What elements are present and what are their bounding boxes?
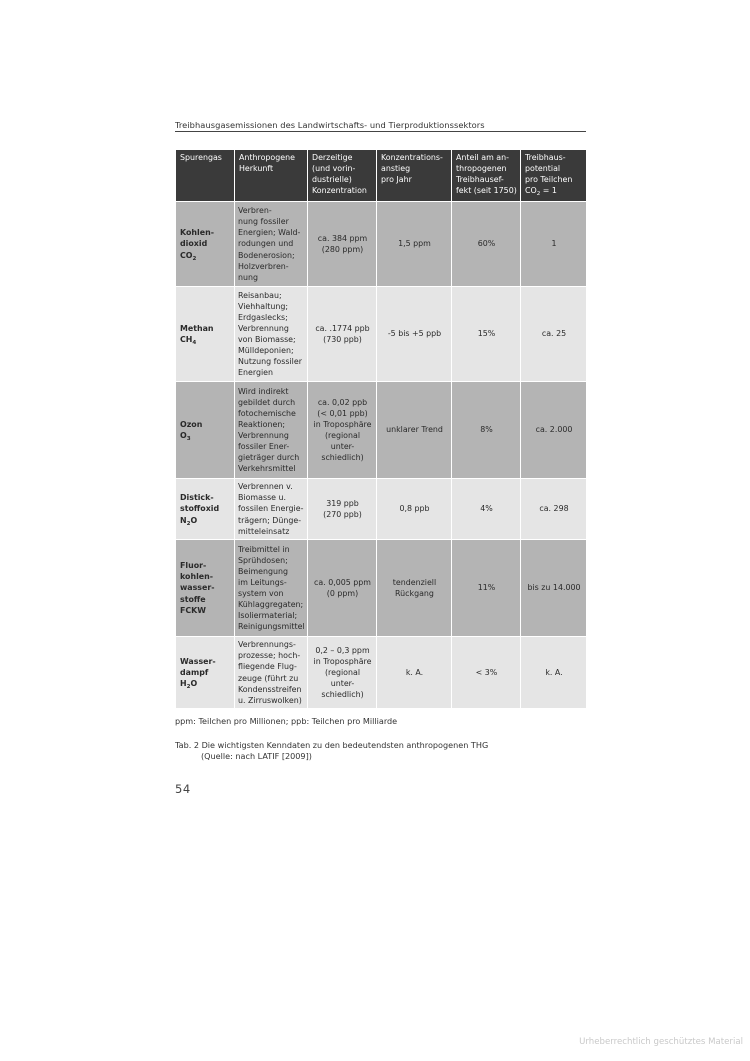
text-line: 0,8 ppb xyxy=(399,504,430,514)
text-line: Erdgaslecks; xyxy=(238,312,288,322)
cell-origin xyxy=(235,202,308,287)
text-line: Energien; Wald- xyxy=(238,228,301,238)
header-konzentration xyxy=(308,150,377,202)
text-line: gieträger durch xyxy=(238,453,300,463)
text-line: fossilen Energie- xyxy=(238,504,304,514)
text-line: 319 ppb xyxy=(326,498,359,508)
text-line: im Leitungs- xyxy=(238,577,287,587)
text-line: thropogenen xyxy=(456,164,507,174)
text-line: (270 ppb) xyxy=(323,510,362,519)
text-line: (regional unter- xyxy=(324,431,361,452)
text-line: Wasser- xyxy=(180,656,216,666)
text-line: nung xyxy=(238,272,259,282)
cell-concentration xyxy=(308,540,377,637)
text-line: 4% xyxy=(480,504,493,514)
text-line: Bodenerosion; xyxy=(238,250,295,260)
text-line: 1,5 ppm xyxy=(398,239,431,249)
text-line: Anteil am an- xyxy=(456,153,509,162)
ghg-table xyxy=(175,149,587,709)
text-line: Herkunft xyxy=(239,164,274,174)
text-line: mitteleinsatz xyxy=(238,526,290,536)
text-line: Verbrennung xyxy=(238,323,289,333)
text-line: Treibhausef- xyxy=(456,175,504,185)
text-line: schiedlich) xyxy=(321,453,364,463)
cell-concentration xyxy=(308,382,377,479)
text-line: Beimengung xyxy=(238,566,289,576)
text-line: von Biomasse; xyxy=(238,335,296,344)
table-row xyxy=(176,287,587,382)
text-line: schiedlich) xyxy=(321,690,364,700)
cell-share xyxy=(452,479,521,540)
cell-origin xyxy=(235,287,308,382)
text-line: dustrielle) xyxy=(312,175,352,185)
text-line: in Troposphäre xyxy=(313,656,372,666)
text-line: fossiler Ener- xyxy=(238,442,290,452)
header-spurengas xyxy=(176,150,235,202)
text-line: Derzeitige xyxy=(312,153,353,162)
text-line: Biomasse u. xyxy=(238,493,287,503)
cell-increase xyxy=(377,382,452,479)
text-line: Reinigungsmittel xyxy=(238,622,305,632)
text-line: FCKW xyxy=(180,605,206,615)
cell-gas xyxy=(176,202,235,287)
text-line: Spurengas xyxy=(180,153,222,162)
header-rule xyxy=(175,131,586,132)
text-line: Nutzung fossiler xyxy=(238,357,302,367)
text-line: k. A. xyxy=(405,667,424,677)
text-line: ca. .1774 ppb xyxy=(315,323,370,333)
text-line: Kondensstreifen xyxy=(238,684,302,694)
table-caption xyxy=(175,740,488,762)
text-line: (280 ppm) xyxy=(321,245,364,254)
text-line: pro Jahr xyxy=(381,175,412,185)
text-line: potential xyxy=(525,164,561,174)
text-line: Anthropogene xyxy=(239,153,295,162)
page-number: 54 xyxy=(175,782,191,796)
cell-potential xyxy=(521,479,587,540)
text-line: Kühlaggregaten; xyxy=(238,600,304,610)
text-line: Methan xyxy=(180,323,214,333)
text-line: Sprühdosen; xyxy=(238,555,288,565)
cell-potential xyxy=(521,287,587,382)
cell-increase xyxy=(377,202,452,287)
text-line: wasser- xyxy=(180,583,215,593)
cell-share xyxy=(452,637,521,709)
cell-increase xyxy=(377,287,452,382)
text-line: ca. 298 xyxy=(539,504,569,514)
text-line: < 3% xyxy=(475,667,498,677)
text-line: Rückgang xyxy=(395,589,434,598)
gas-formula: $N_2O$ xyxy=(180,515,198,527)
text-line: Ozon xyxy=(180,419,203,429)
text-line: dioxid xyxy=(180,239,208,249)
text-line: Verbren- xyxy=(238,206,272,216)
text-line: prozesse; hoch- xyxy=(238,651,301,661)
text-line: ca. 384 ppm xyxy=(317,233,368,243)
cell-potential xyxy=(521,202,587,287)
cell-potential xyxy=(521,382,587,479)
cell-increase xyxy=(377,540,452,637)
table-header-row xyxy=(176,150,587,202)
text-line: trägern; Dünge- xyxy=(238,515,302,525)
text-line: Reisanbau; xyxy=(238,290,282,300)
text-line: ca. 25 xyxy=(541,329,567,339)
text-line: 15% xyxy=(477,329,496,339)
text-line: Holzverbren- xyxy=(238,261,289,271)
gas-formula: $CH_4$ xyxy=(180,335,197,346)
cell-gas xyxy=(176,479,235,540)
text-line: tendenziell xyxy=(392,577,437,587)
text-line: Fluor- xyxy=(180,561,207,571)
cell-share xyxy=(452,382,521,479)
cell-gas xyxy=(176,540,235,637)
caption-title: Tab. 2 Die wichtigsten Kenndaten zu den bedeutendsten anthropogenen THG xyxy=(175,740,489,750)
copyright-watermark: Urheberrechtlich geschütztes Material xyxy=(579,1037,743,1047)
text-line: zeuge (führt zu xyxy=(238,673,299,683)
text-line: 8% xyxy=(480,425,493,435)
text-line: nung fossiler xyxy=(238,217,289,227)
table-row xyxy=(176,637,587,709)
cell-origin xyxy=(235,540,308,637)
text-line: (0 ppm) xyxy=(326,589,359,598)
text-line: Mülldeponien; xyxy=(238,346,294,356)
text-line: anstieg xyxy=(381,164,411,174)
text-line: (und vorin- xyxy=(312,164,356,174)
gas-formula: $H_2O$ xyxy=(180,679,198,691)
text-line: bis zu 14.000 xyxy=(527,583,581,593)
text-line: 1 xyxy=(551,239,557,249)
text-line: Treibmittel in xyxy=(238,544,290,554)
cell-gas xyxy=(176,382,235,479)
text-line: dampf xyxy=(180,667,209,677)
text-line: k. A. xyxy=(545,667,563,677)
cell-concentration xyxy=(308,287,377,382)
text-line: unklarer Trend xyxy=(386,425,443,435)
text-line: ca. 0,005 ppm xyxy=(314,577,371,587)
text-line: u. Zirruswolken) xyxy=(238,695,302,705)
header-anteil xyxy=(452,150,521,202)
cell-concentration xyxy=(308,202,377,287)
text-line: Konzentration xyxy=(312,186,367,196)
text-line: rodungen und xyxy=(238,239,294,249)
table-row xyxy=(176,382,587,479)
text-line: (regional unter- xyxy=(324,667,361,689)
text-line: Verkehrsmittel xyxy=(238,464,296,474)
table-row xyxy=(176,540,587,637)
text-line: (730 ppb) xyxy=(323,335,362,344)
cell-share xyxy=(452,202,521,287)
table-footnote: ppm: Teilchen pro Millionen; ppb: Teilchen pro Milliarde xyxy=(175,716,398,726)
table-row xyxy=(176,479,587,540)
cell-gas xyxy=(176,637,235,709)
cell-potential xyxy=(521,637,587,709)
cell-gas xyxy=(176,287,235,382)
table-row xyxy=(176,202,587,287)
text-line: Verbrennung xyxy=(238,431,289,440)
text-line: ca. 0,02 ppb xyxy=(317,397,368,407)
text-line: kohlen- xyxy=(180,572,214,582)
text-line: Energien xyxy=(238,368,274,378)
text-line: 0,2 – 0,3 ppm xyxy=(315,645,370,655)
text-line: Wird indirekt xyxy=(238,386,289,396)
header-herkunft xyxy=(235,150,308,202)
text-line: (< 0,01 ppb) xyxy=(317,408,368,418)
cell-origin xyxy=(235,382,308,479)
text-line: Kohlen- xyxy=(180,228,214,238)
text-line: pro Teilchen xyxy=(525,175,573,185)
cell-increase xyxy=(377,637,452,709)
text-line: gebildet durch xyxy=(238,397,296,407)
text-line: stoffe xyxy=(180,594,206,604)
text-line: Viehhaltung; xyxy=(238,301,289,311)
header-anstieg xyxy=(377,150,452,202)
text-line: fotochemische xyxy=(238,408,296,418)
text-line: Isoliermaterial; xyxy=(238,611,298,621)
cell-increase xyxy=(377,479,452,540)
text-line: -5 bis +5 ppb xyxy=(387,329,442,339)
cell-concentration xyxy=(308,479,377,540)
text-line: stoffoxid xyxy=(180,504,220,514)
text-line: Reaktionen; xyxy=(238,419,286,429)
cell-share xyxy=(452,540,521,637)
cell-concentration xyxy=(308,637,377,709)
gas-formula: $O_3$ xyxy=(180,431,191,442)
text-line: 11% xyxy=(477,583,496,593)
cell-origin xyxy=(235,479,308,540)
running-head: Treibhausgasemissionen des Landwirtschafts- und Tierproduktionssektors xyxy=(175,120,485,130)
text-line: Verbrennen v. xyxy=(238,482,293,492)
text-line: fekt (seit 1750) xyxy=(456,186,517,196)
text-line: Distick- xyxy=(180,493,214,503)
text-line: 60% xyxy=(477,239,496,249)
text-line: ca. 2.000 xyxy=(535,425,573,435)
gas-formula: $CO_2$ xyxy=(180,250,197,262)
text-line: fliegende Flug- xyxy=(238,662,297,672)
text-line: in Troposphäre xyxy=(313,419,372,429)
caption-source: (Quelle: nach LATIF [2009]) xyxy=(201,751,312,761)
text-line: system von xyxy=(238,589,284,598)
text-line: Treibhaus- xyxy=(525,153,566,162)
header-potential xyxy=(521,150,587,202)
cell-potential xyxy=(521,540,587,637)
cell-origin xyxy=(235,637,308,709)
text-line: Konzentrations- xyxy=(381,153,443,162)
cell-share xyxy=(452,287,521,382)
header-potential-formula: $CO_2 = 1$ xyxy=(525,186,557,198)
text-line: Verbrennungs- xyxy=(238,640,296,650)
